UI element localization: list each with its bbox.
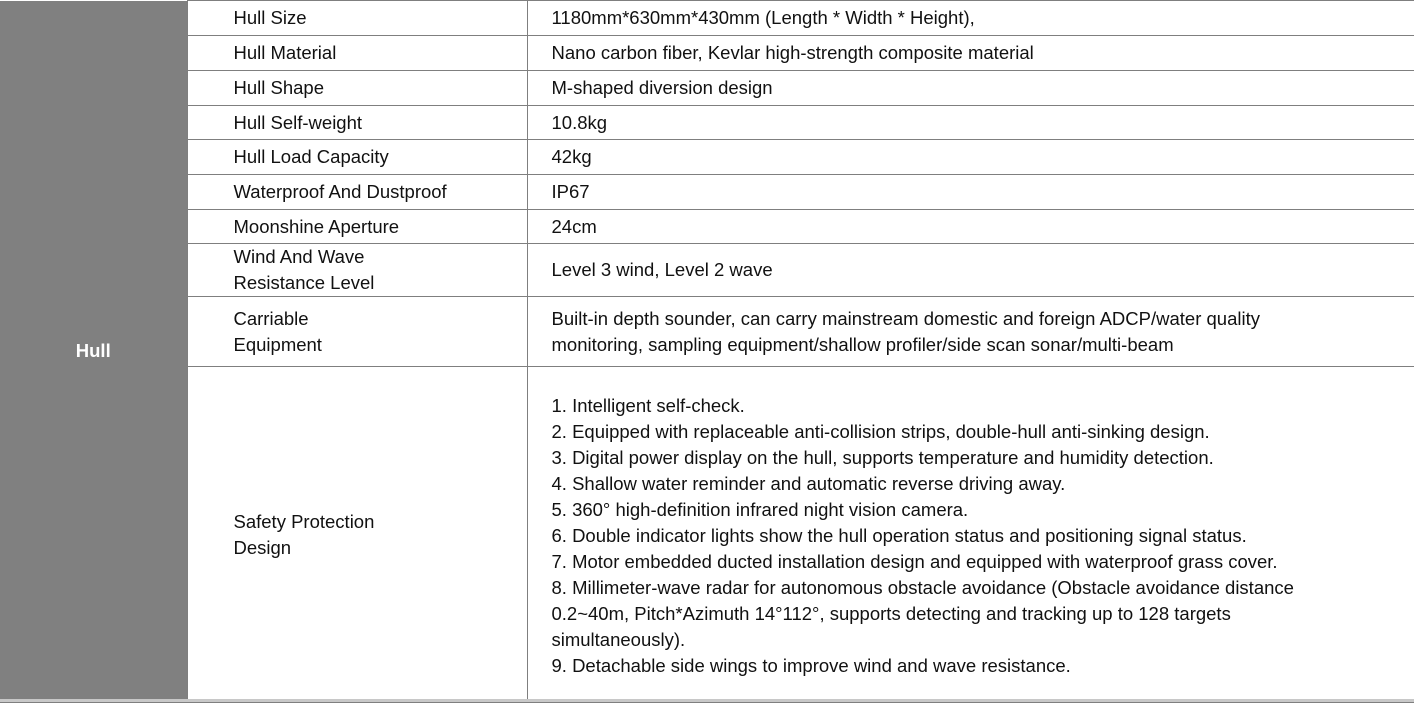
row-label-hull-self-weight: Hull Self-weight: [187, 106, 527, 140]
table-row: [0, 71, 1414, 106]
list-item: 5. 360° high-definition infrared night vision camera.: [551, 498, 969, 520]
table-row: [0, 1, 1414, 36]
table-row: [0, 297, 1414, 367]
safety-feature-list: [552, 391, 1394, 679]
table-row: [0, 140, 1414, 175]
row-value-moonshine-aperture: 24cm: [527, 210, 1414, 244]
row-label-waterproof-dustproof: Waterproof And Dustproof: [187, 175, 527, 210]
list-item: 2. Equipped with replaceable anti-collision strips, double-hull anti-sinking design.: [551, 420, 1210, 442]
row-value-hull-load-capacity: 42kg: [527, 140, 1414, 175]
table-row: [0, 106, 1414, 140]
row-value-line: monitoring, sampling equipment/shallow profiler/side scan sonar/multi-beam: [551, 333, 1174, 355]
table-row: [0, 36, 1414, 71]
row-value-wind-wave-resistance: Level 3 wind, Level 2 wave: [527, 244, 1414, 297]
row-value-carriable-equipment: [527, 297, 1414, 367]
row-label-wind-wave-resistance: [187, 244, 527, 297]
table-row: [0, 210, 1414, 244]
row-label-carriable-equipment: [187, 297, 527, 367]
list-item: simultaneously).: [551, 628, 686, 650]
row-value-hull-size: 1180mm*630mm*430mm (Length * Width * Height),: [527, 1, 1414, 36]
row-value-waterproof-dustproof: IP67: [527, 175, 1414, 210]
row-label-line: Wind And Wave: [233, 246, 365, 267]
list-item: 8. Millimeter-wave radar for autonomous obstacle avoidance (Obstacle avoidance distance: [551, 576, 1294, 598]
row-label-hull-size: Hull Size: [187, 1, 527, 36]
list-item: 3. Digital power display on the hull, supports temperature and humidity detection.: [551, 446, 1214, 468]
row-value-hull-shape: M-shaped diversion design: [527, 71, 1414, 106]
list-item: 4. Shallow water reminder and automatic reverse driving away.: [551, 472, 1066, 494]
row-label-line: Carriable: [233, 307, 309, 329]
table-row: [0, 244, 1414, 297]
row-label-line: Design: [233, 536, 292, 558]
table-row: [0, 367, 1414, 703]
list-item: 1. Intelligent self-check.: [551, 394, 745, 416]
row-label-line: Safety Protection: [233, 510, 375, 532]
row-label-line: Resistance Level: [233, 272, 375, 293]
section-label-hull: Hull: [0, 1, 187, 703]
row-label-hull-material: Hull Material: [187, 36, 527, 71]
row-label-hull-load-capacity: Hull Load Capacity: [187, 140, 527, 175]
list-item: 7. Motor embedded ducted installation design and equipped with waterproof grass cover.: [551, 550, 1278, 572]
list-item: 9. Detachable side wings to improve wind and wave resistance.: [551, 654, 1071, 676]
row-label-line: Equipment: [233, 333, 322, 355]
row-label-moonshine-aperture: Moonshine Aperture: [187, 210, 527, 244]
row-label-hull-shape: Hull Shape: [187, 71, 527, 106]
row-label-safety-protection: [187, 367, 527, 703]
row-value-hull-self-weight: 10.8kg: [527, 106, 1414, 140]
list-item: 0.2~40m, Pitch*Azimuth 14°112°, supports detecting and tracking up to 128 targets: [551, 602, 1231, 624]
row-value-safety-protection: [527, 367, 1414, 703]
list-item: 6. Double indicator lights show the hull operation status and positioning signal status.: [551, 524, 1247, 546]
row-value-line: Built-in depth sounder, can carry mainstream domestic and foreign ADCP/water quality: [551, 307, 1260, 329]
table-row: [0, 175, 1414, 210]
row-value-hull-material: Nano carbon fiber, Kevlar high-strength composite material: [527, 36, 1414, 71]
